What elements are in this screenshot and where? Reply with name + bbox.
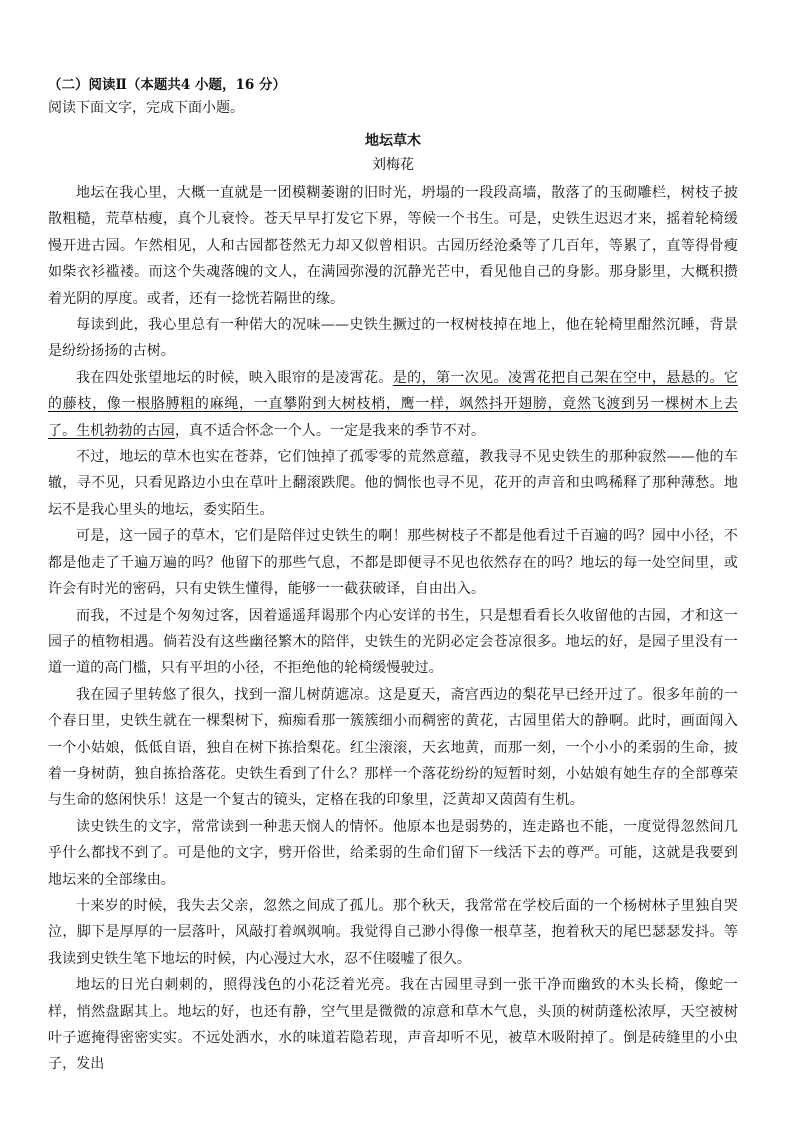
paragraph-7: 我在园子里转悠了很久，找到一溜儿树荫遮凉。这是夏天，斋宫西边的梨花早已经开过了。很多年前的一个春日里，史铁生就在一棵梨树下，痴痴看那一簇簇细小而稠密的黄花，古园里偌大的静啊。此时，画面闯入一个小姑娘，低低自语，独自在树下拣拾梨花。红尘滚滚，天玄地黄，而那一刻，一个小小的柔弱的生命，披着一身树荫，独自拣拾落花。史铁生看到了什么？那样一个落花纷纷的短暂时刻，小姑娘有她生存的全部尊荣与生命的悠闲快乐！这是一个复古的镜头，定格在我的印象里，泛黄却又茵茵有生机。 <box>48 686 738 809</box>
paragraph-6: 而我，不过是个匆匆过客，因着遥遥拜谒那个内心安详的书生，只是想看看长久收留他的古园，才和这一园子的植物相遇。倘若没有这些幽径繁木的陪伴，史铁生的光阴必定会苍凉很多。地坛的好，是园子里没有一道一道的高门槛，只有平坦的小径，不拒绝他的轮椅缓慢驶过。 <box>48 607 738 677</box>
paragraph-1: 地坛在我心里，大概一直就是一团模糊萎谢的旧时光，坍塌的一段段高墙，散落了的玉砌雕栏，树枝子披散粗糙，荒草枯瘦，真个儿衰怜。苍天早早打发它下界，等候一个书生。可是，史铁生迟迟才来，摇着轮椅缓慢开进古园。乍然相见，人和古园都苍然无力却又似曾相识。古园历经沧桑等了几百年，等累了，直等得骨瘦如柴衣衫褴褛。而这个失魂落魄的文人，在满园弥漫的沉静光芒中，看见他自己的身影。那身影里，大概积攒着光阴的厚度。或者，还有一捻恍若隔世的缘。 <box>48 185 738 307</box>
document-page <box>48 74 738 1078</box>
section-heading: （二）阅读Ⅱ（本题共4 小题，16 分） <box>48 77 286 93</box>
paragraph-4: 不过，地坛的草木也实在苍莽，它们蚀掉了孤零零的荒然意蕴，教我寻不见史铁生的那种寂然——他的车辙，寻不见，只看见路边小虫在草叶上翻滚跌爬。他的惆怅也寻不见，花开的声音和虫鸣稀释了那种薄愁。地坛不是我心里头的地坛，委实陌生。 <box>48 449 738 518</box>
underlined-passage: 是的，第一次见。凌霄花把自己架在空中，悬悬的。它的藤枝，像一根胳膊粗的麻绳，一直攀附到大树枝梢，鹰一样，飒然抖开翅膀，竟然飞渡到另一棵树木上去了。生机勃勃的古园 <box>48 369 738 439</box>
article-author: 刘梅花 <box>372 157 414 173</box>
paragraph-10: 地坛的日光白刺刺的，照得浅色的小花泛着光亮。我在古园里寻到一张干净而幽致的木头长椅，像蛇一样，悄然盘踞其上。地坛的好，也还有静，空气里是微微的凉意和草木气息，头顶的树荫蓬松浓厚，天空被树叶子遮掩得密密实实。不远处洒水，水的味道若隐若现，声音却听不见，被草木吸附掉了。倒是砖缝里的小虫子，发出 <box>48 977 738 1073</box>
article-title: 地坛草木 <box>365 133 421 149</box>
paragraph-3-lead: 我在四处张望地坛的时候，映入眼帘的是凌霄花。 <box>76 369 393 386</box>
paragraph-8: 读史铁生的文字，常常读到一种悲天悯人的情怀。他原本也是弱势的，连走路也不能，一度觉得忽然间几乎什么都找不到了。可是他的文字，劈开俗世，给柔弱的生命们留下一线活下去的尊严。可能，这就是我要到地坛来的全部缘由。 <box>48 818 738 888</box>
paragraph-3 <box>48 365 738 444</box>
paragraph-3-tail: ，真不适合怀念一个人。一定是我来的季节不对。 <box>174 422 486 439</box>
reading-instruction: 阅读下面文字，完成下面小题。 <box>48 100 244 116</box>
paragraph-5: 可是，这一园子的草木，它们是陪伴过史铁生的啊！那些树枝子不都是他看过千百遍的吗？园中小径，不都是他走了千遍万遍的吗？他留下的那些气息，不都是即便寻不见也依然存在的吗？地坛的每一处空间里，或许会有时光的密码，只有史铁生懂得，能够一一截获破译，自由出入。 <box>48 528 738 598</box>
paragraph-9: 十来岁的时候，我失去父亲，忽然之间成了孤儿。那个秋天，我常常在学校后面的一个杨树林子里独自哭泣，脚下是厚厚的一层落叶，风敲打着飒飒响。我觉得自己渺小得像一根草茎，抱着秋天的尾巴瑟瑟发抖。等我读到史铁生笔下地坛的时候，内心漫过大水，忍不住啜嘘了很久。 <box>48 897 738 967</box>
paragraph-2: 每读到此，我心里总有一种偌大的况味——史铁生撅过的一杈树枝掉在地上，他在轮椅里酣然沉睡，背景是纷纷扬扬的古树。 <box>48 317 738 360</box>
